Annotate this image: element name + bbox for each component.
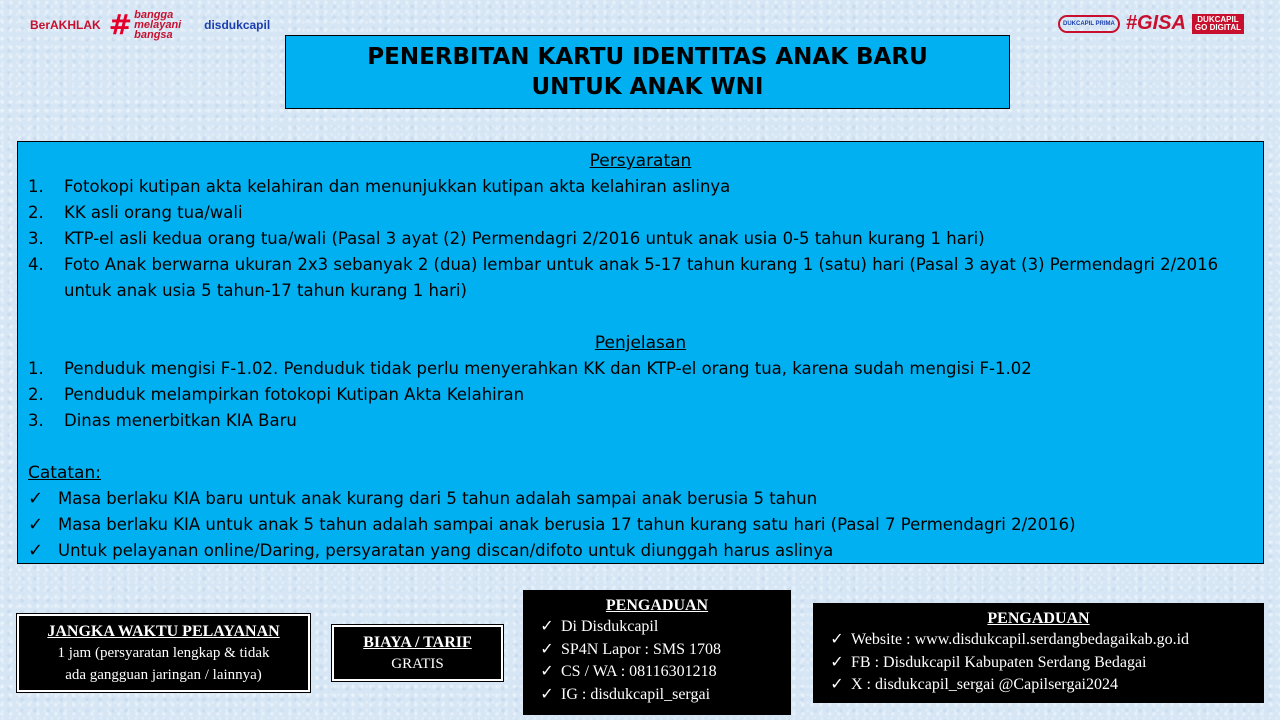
item-number: 3. bbox=[28, 411, 44, 430]
list-item bbox=[823, 652, 1254, 675]
berakhlak-logo: BerAKHLAK bbox=[30, 18, 101, 32]
jangka-waktu-box bbox=[17, 614, 310, 692]
item-text: KTP-el asli kedua orang tua/wali (Pasal 3 ayat (2) Permendagri 2/2016 untuk anak usia 0-5 tahun kurang 1 hari) bbox=[64, 229, 985, 248]
item-text: SP4N Lapor : SMS 1708 bbox=[561, 640, 722, 658]
checkmark-icon: ✓ bbox=[28, 514, 44, 535]
list-item bbox=[28, 382, 1253, 408]
item-text: Foto Anak berwarna ukuran 2x3 sebanyak 2 (dua) lembar untuk anak 5-17 tahun kurang 1 (satu) hari (Pasal 3 ayat (3) Permendagri 2/2016 untuk anak usia 5 tahun-17 tahun kurang 1 hari) bbox=[64, 255, 1219, 300]
spacer bbox=[28, 304, 1253, 330]
jangka-waktu-heading: JANGKA WAKTU PELAYANAN bbox=[47, 623, 280, 640]
item-text: CS / WA : 08116301218 bbox=[561, 663, 717, 680]
list-item bbox=[28, 174, 1253, 200]
go-digital-top: DUKCAPIL bbox=[1197, 14, 1239, 24]
item-text: Di Disdukcapil bbox=[561, 618, 659, 635]
item-text: IG : disdukcapil_sergai bbox=[561, 685, 711, 703]
checkmark-icon: ✓ bbox=[540, 685, 554, 703]
list-item bbox=[28, 486, 1253, 512]
list-item bbox=[533, 639, 781, 662]
list-item bbox=[28, 538, 1253, 564]
item-number: 2. bbox=[28, 203, 44, 222]
pengaduan-box-1 bbox=[523, 590, 791, 715]
item-number: 1. bbox=[28, 177, 44, 196]
item-number: 2. bbox=[28, 385, 44, 404]
list-item bbox=[28, 200, 1253, 226]
list-item bbox=[533, 616, 781, 639]
jangka-waktu-line-1: 1 jam (persyaratan lengkap & tidak bbox=[57, 645, 270, 661]
pengaduan-box-2 bbox=[813, 603, 1264, 703]
list-item bbox=[28, 226, 1253, 252]
catatan-heading: Catatan: bbox=[28, 463, 101, 483]
item-text: Penduduk mengisi F-1.02. Penduduk tidak perlu menyerahkan KK dan KTP-el orang tua, karena sudah mengisi F-1.02 bbox=[64, 359, 1032, 378]
jangka-waktu-line-2: ada gangguan jaringan / lainnya) bbox=[65, 667, 262, 683]
go-digital-logo bbox=[1192, 14, 1244, 34]
checkmark-icon: ✓ bbox=[830, 631, 844, 648]
checkmark-icon: ✓ bbox=[830, 653, 844, 671]
gisa-logo: #GISA bbox=[1125, 12, 1186, 34]
item-number: 4. bbox=[28, 255, 44, 274]
list-item bbox=[28, 408, 1253, 434]
main-info-panel bbox=[17, 141, 1264, 564]
item-text: X : disdukcapil_sergai @Capilsergai2024 bbox=[851, 676, 1118, 693]
item-text: KK asli orang tua/wali bbox=[64, 203, 243, 222]
header-logos-left bbox=[30, 10, 270, 40]
item-text: Masa berlaku KIA untuk anak 5 tahun adalah sampai anak berusia 17 tahun kurang satu hari (Pasal 7 Permendagri 2/2016) bbox=[58, 515, 1076, 534]
checkmark-icon: ✓ bbox=[28, 540, 44, 561]
checkmark-icon: ✓ bbox=[540, 618, 554, 635]
list-item bbox=[823, 674, 1254, 697]
item-number: 3. bbox=[28, 229, 44, 248]
hash-icon: # bbox=[108, 8, 133, 41]
checkmark-icon: ✓ bbox=[28, 488, 44, 509]
page-title bbox=[285, 35, 1010, 109]
checkmark-icon: ✓ bbox=[830, 676, 844, 693]
item-text: Website : www.disdukcapil.serdangbedagaikab.go.id bbox=[851, 631, 1190, 648]
item-text: Masa berlaku KIA baru untuk anak kurang dari 5 tahun adalah sampai anak berusia 5 tahun bbox=[58, 489, 818, 508]
bangga-melayani-logo bbox=[109, 10, 196, 40]
list-item bbox=[28, 252, 1253, 304]
biaya-box bbox=[332, 625, 503, 681]
disdukcapil-logo: disdukcapil bbox=[204, 18, 271, 32]
biaya-heading: BIAYA / TARIF bbox=[363, 634, 472, 651]
biaya-value: GRATIS bbox=[391, 656, 444, 672]
dukcapil-prima-logo: DUKCAPIL PRIMA bbox=[1058, 15, 1120, 33]
list-item bbox=[823, 629, 1254, 652]
title-line-1: PENERBITAN KARTU IDENTITAS ANAK BARU bbox=[367, 44, 928, 70]
persyaratan-heading: Persyaratan bbox=[589, 151, 692, 171]
list-item bbox=[28, 512, 1253, 538]
list-item bbox=[28, 356, 1253, 382]
header-logos-right bbox=[1058, 12, 1244, 35]
pengaduan-heading: PENGADUAN bbox=[605, 597, 709, 614]
spacer bbox=[28, 434, 1253, 460]
item-text: Fotokopi kutipan akta kelahiran dan menunjukkan kutipan akta kelahiran aslinya bbox=[64, 177, 731, 196]
title-line-2: UNTUK ANAK WNI bbox=[531, 74, 764, 100]
bangga-logo-text: bangga melayani bangsa bbox=[134, 9, 182, 41]
list-item bbox=[533, 661, 781, 684]
checkmark-icon: ✓ bbox=[540, 663, 554, 680]
go-digital-bottom: GO DIGITAL bbox=[1194, 22, 1241, 32]
checkmark-icon: ✓ bbox=[540, 640, 554, 658]
item-text: Dinas menerbitkan KIA Baru bbox=[64, 411, 297, 430]
penjelasan-heading: Penjelasan bbox=[594, 333, 687, 353]
list-item bbox=[533, 684, 781, 707]
item-text: Untuk pelayanan online/Daring, persyaratan yang discan/difoto untuk diunggah harus aslinya bbox=[58, 541, 834, 560]
item-text: FB : Disdukcapil Kabupaten Serdang Bedagai bbox=[851, 653, 1147, 671]
item-text: Penduduk melampirkan fotokopi Kutipan Akta Kelahiran bbox=[64, 385, 525, 404]
item-number: 1. bbox=[28, 359, 44, 378]
pengaduan-heading: PENGADUAN bbox=[987, 610, 1090, 627]
